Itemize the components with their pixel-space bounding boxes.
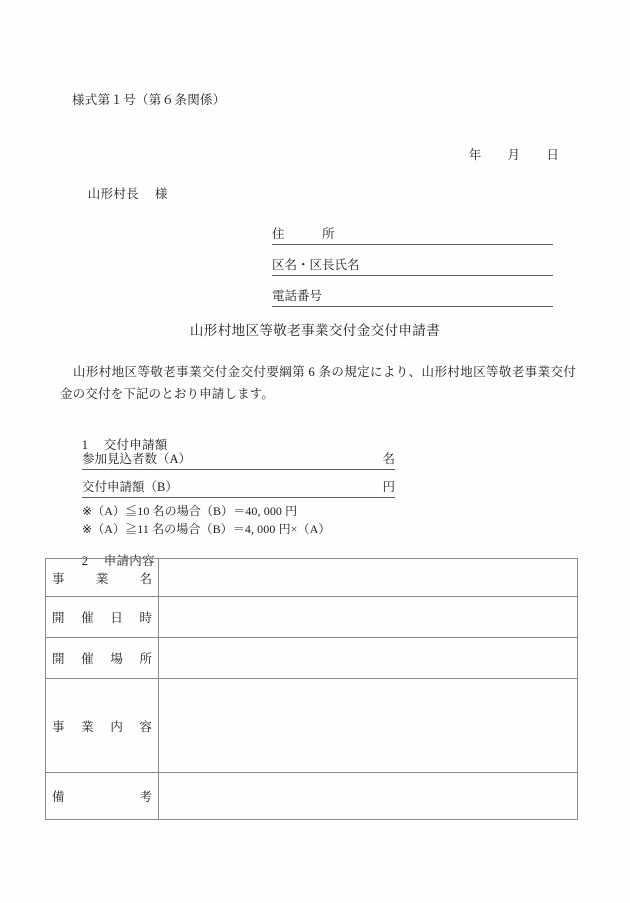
addressee-line (74, 175, 168, 213)
date-month-label: 月 (507, 147, 521, 162)
row-label-text: 事業名 (52, 571, 152, 586)
addressee-honorific: 様 (154, 186, 168, 201)
row-label-text: 開催日時 (52, 611, 152, 625)
section-1-number: 1 (81, 437, 89, 452)
row-value-venue[interactable] (159, 638, 578, 679)
table-row (46, 773, 578, 820)
row-label-text: 備考 (52, 790, 152, 804)
row-label-venue (46, 638, 159, 679)
applicant-phone-label: 電話番号 (272, 289, 323, 303)
application-content-table (45, 558, 578, 820)
row-label-text: 開催場所 (52, 652, 152, 666)
table-row (46, 597, 578, 638)
applicant-district-field[interactable] (272, 256, 553, 276)
section-2-number: 2 (81, 553, 89, 568)
body-paragraph: 山形村地区等敬老事業交付金交付要綱第 6 条の規定により、山形村地区等敬老事業交付金の交付を下記のとおり申請します。 (60, 365, 576, 401)
participants-count-field[interactable] (82, 450, 395, 470)
date-line (455, 136, 559, 174)
row-value-datetime[interactable] (159, 597, 578, 638)
participants-count-unit: 名 (382, 452, 395, 466)
row-value-project-name[interactable] (159, 559, 578, 597)
participants-count-label: 参加見込者数（A） (82, 452, 192, 466)
table-row (46, 638, 578, 679)
row-value-remarks[interactable] (159, 773, 578, 820)
row-value-project-content[interactable] (159, 679, 578, 773)
date-day-label: 日 (546, 147, 560, 162)
formula-note-2: ※（A）≧11 名の場合（B）＝4, 000 円×（A） (82, 522, 331, 536)
applicant-address-label: 住 所 (272, 227, 335, 241)
row-label-project-name (46, 559, 159, 597)
formula-note-1: ※（A）≦10 名の場合（B）＝40, 000 円 (82, 504, 298, 518)
row-label-project-content (46, 679, 159, 773)
applicant-district-label: 区名・区長氏名 (272, 258, 360, 272)
table-body (46, 559, 578, 820)
requested-amount-label: 交付申請額（B） (82, 480, 178, 494)
section-2-label: 申請内容 (103, 553, 155, 568)
date-year-label: 年 (468, 147, 482, 162)
table-row (46, 679, 578, 773)
requested-amount-field[interactable] (82, 478, 395, 498)
applicant-phone-field[interactable] (272, 287, 553, 307)
document-title: 山形村地区等敬老事業交付金交付申請書 (189, 323, 441, 338)
table-row (46, 559, 578, 597)
row-label-text: 事業内容 (52, 719, 152, 734)
requested-amount-unit: 円 (382, 480, 395, 494)
form-number: 様式第１号（第６条関係） (72, 93, 226, 107)
applicant-address-field[interactable] (272, 225, 553, 245)
row-label-datetime (46, 597, 159, 638)
addressee-name: 山形村長 (87, 186, 139, 201)
section-1-label: 交付申請額 (103, 437, 168, 452)
row-label-remarks (46, 773, 159, 820)
